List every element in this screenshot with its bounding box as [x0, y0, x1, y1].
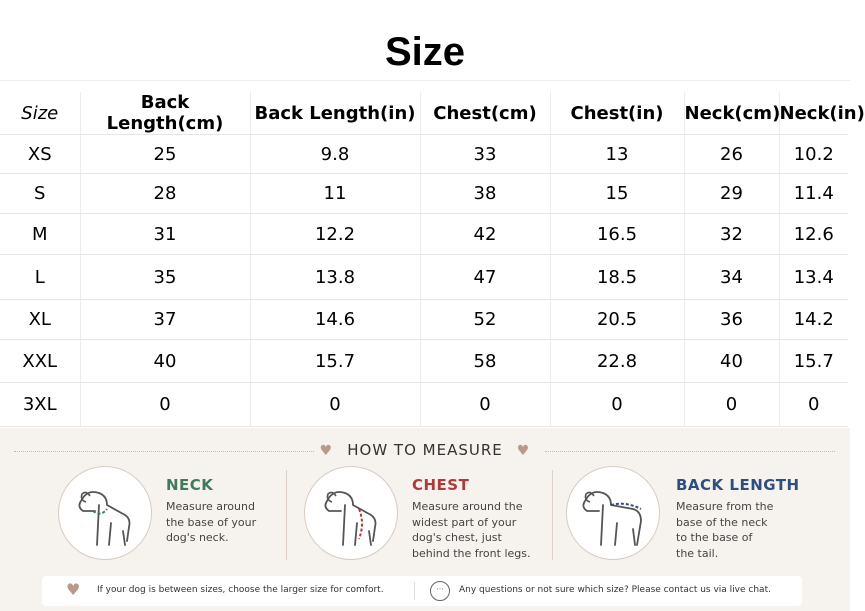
table-cell: 0 — [779, 383, 848, 427]
table-cell: M — [0, 214, 80, 255]
col-header-back-length-cm: Back Length(cm) — [80, 92, 250, 135]
chat-icon: ··· — [430, 581, 450, 601]
table-row — [0, 214, 848, 255]
description-line: to the base of — [676, 531, 753, 544]
size-table — [0, 92, 865, 427]
col-header-back-length-in: Back Length(in) — [250, 92, 420, 135]
table-cell: 40 — [80, 340, 250, 383]
divider — [414, 582, 415, 600]
table-cell: 36 — [684, 300, 779, 340]
neck-description — [166, 499, 296, 546]
table-row — [0, 255, 848, 300]
table-cell: 42 — [420, 214, 550, 255]
chest-title: CHEST — [412, 476, 470, 494]
divider — [552, 470, 553, 560]
table-cell: 0 — [420, 383, 550, 427]
table-cell: XS — [0, 135, 80, 174]
table-row — [0, 340, 848, 383]
description-line: Measure around — [166, 500, 255, 513]
description-line: the tail. — [676, 546, 719, 560]
back-length-title: BACK LENGTH — [676, 476, 800, 494]
table-cell: 13 — [550, 135, 684, 174]
chest-description — [412, 499, 552, 561]
table-cell: 37 — [80, 300, 250, 340]
table-cell: 10.2 — [779, 135, 848, 174]
table-cell: 26 — [684, 135, 779, 174]
footer-contact: Any questions or not sure which size? Please contact us via live chat. — [459, 585, 771, 595]
table-row — [0, 135, 848, 174]
table-row — [0, 174, 848, 214]
table-cell: 15.7 — [779, 340, 848, 383]
col-header-neck-in: Neck(in) — [779, 92, 848, 135]
neck-dog-illustration — [58, 466, 152, 560]
dog-icon — [305, 467, 397, 559]
how-to-measure-heading — [0, 441, 850, 459]
table-cell: XL — [0, 300, 80, 340]
table-row — [0, 383, 848, 427]
description-line: dog's neck. — [166, 531, 229, 544]
table-cell: 0 — [550, 383, 684, 427]
description-line: widest part of your — [412, 515, 517, 529]
table-cell: 9.8 — [250, 135, 420, 174]
col-header-size: Size — [0, 92, 80, 135]
table-cell: 12.6 — [779, 214, 848, 255]
table-cell: 12.2 — [250, 214, 420, 255]
description-line: base of the neck — [676, 515, 768, 529]
table-cell: 52 — [420, 300, 550, 340]
table-cell: 11 — [250, 174, 420, 214]
measure-footer — [42, 576, 802, 606]
heart-icon: ♥ — [66, 580, 81, 599]
table-cell: 33 — [420, 135, 550, 174]
description-line: dog's chest, just — [412, 531, 502, 544]
table-cell: 25 — [80, 135, 250, 174]
table-cell: L — [0, 255, 80, 300]
table-cell: 13.4 — [779, 255, 848, 300]
table-cell: 3XL — [0, 383, 80, 427]
table-cell: 0 — [684, 383, 779, 427]
table-cell: 16.5 — [550, 214, 684, 255]
table-cell: XXL — [0, 340, 80, 383]
table-cell: 31 — [80, 214, 250, 255]
table-cell: 14.6 — [250, 300, 420, 340]
divider — [286, 470, 287, 560]
col-header-chest-in: Chest(in) — [550, 92, 684, 135]
table-cell: 15 — [550, 174, 684, 214]
table-cell: 34 — [684, 255, 779, 300]
dog-icon — [567, 467, 659, 559]
table-cell: S — [0, 174, 80, 214]
divider — [0, 80, 850, 81]
table-cell: 32 — [684, 214, 779, 255]
table-cell: 11.4 — [779, 174, 848, 214]
heart-icon: ♥ — [516, 443, 531, 459]
neck-title: NECK — [166, 476, 214, 494]
table-cell: 38 — [420, 174, 550, 214]
table-cell: 35 — [80, 255, 250, 300]
description-line: the base of your — [166, 515, 257, 529]
footer-tip: If your dog is between sizes, choose the larger size for comfort. — [97, 585, 384, 595]
description-line: Measure from the — [676, 500, 774, 513]
table-cell: 20.5 — [550, 300, 684, 340]
table-cell: 15.7 — [250, 340, 420, 383]
table-cell: 18.5 — [550, 255, 684, 300]
table-cell: 13.8 — [250, 255, 420, 300]
table-cell: 14.2 — [779, 300, 848, 340]
table-cell: 29 — [684, 174, 779, 214]
table-cell: 58 — [420, 340, 550, 383]
chest-dog-illustration — [304, 466, 398, 560]
table-cell: 0 — [250, 383, 420, 427]
col-header-chest-cm: Chest(cm) — [420, 92, 550, 135]
table-cell: 22.8 — [550, 340, 684, 383]
table-header-row — [0, 92, 848, 135]
back-length-dog-illustration — [566, 466, 660, 560]
heading-text: HOW TO MEASURE — [347, 441, 503, 459]
page-title: Size — [384, 30, 466, 74]
col-header-neck-cm: Neck(cm) — [684, 92, 779, 135]
table-cell: 47 — [420, 255, 550, 300]
heart-icon: ♥ — [319, 443, 334, 459]
back-length-description — [676, 499, 806, 561]
dog-icon — [59, 467, 151, 559]
description-line: Measure around the — [412, 500, 523, 513]
table-cell: 0 — [80, 383, 250, 427]
description-line: behind the front legs. — [412, 546, 531, 560]
table-row — [0, 300, 848, 340]
table-cell: 40 — [684, 340, 779, 383]
table-cell: 28 — [80, 174, 250, 214]
